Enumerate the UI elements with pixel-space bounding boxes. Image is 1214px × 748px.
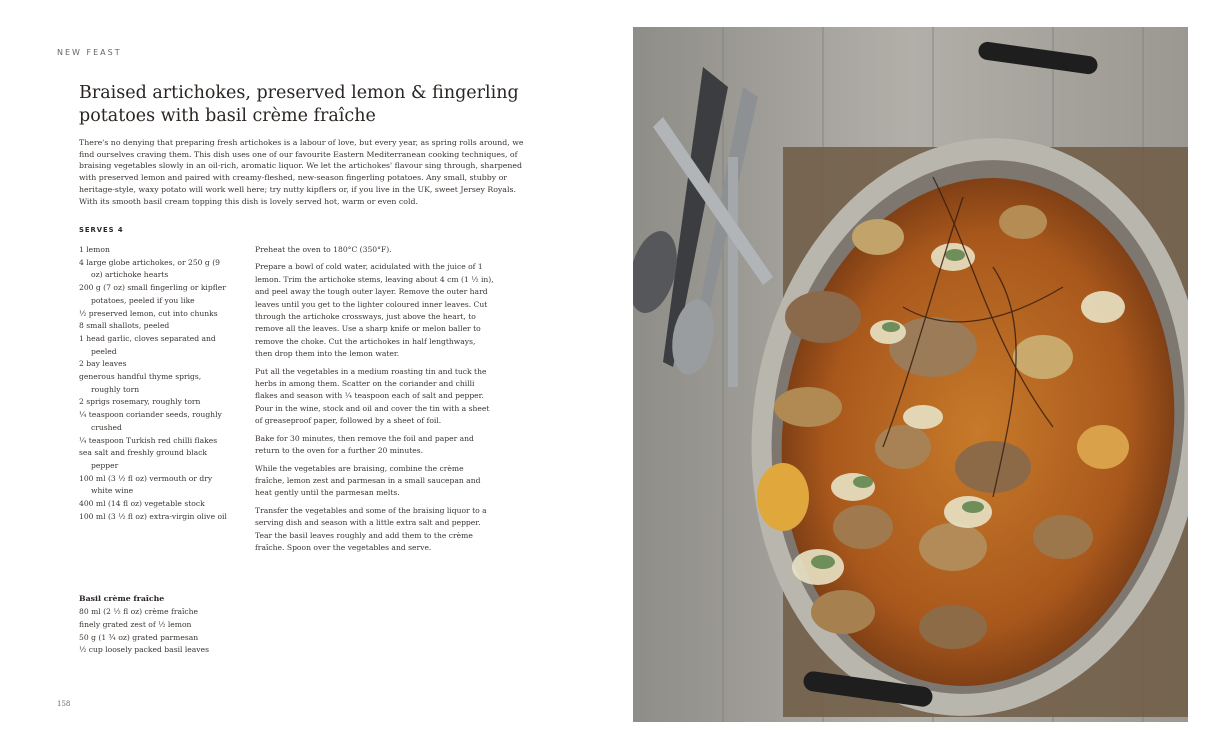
ingredient-item: ¼ teaspoon coriander seeds, roughly crushed: [79, 410, 222, 432]
method-step: While the vegetables are braising, combine the crème fraîche, lemon zest and parmesan in a small saucepan and heat gently until the parmesan melts.: [255, 463, 481, 498]
ingredient-item: 400 ml (14 fl oz) vegetable stock: [79, 499, 205, 509]
ingredient-item: 100 ml (3 ½ fl oz) vermouth or dry white wine: [79, 473, 213, 496]
recipe-title: Braised artichokes, preserved lemon & fingerling potatoes with basil crème fraîche: [79, 83, 519, 126]
ingredient-item: 4 large globe artichokes, or 250 g (9 oz) artichoke hearts: [79, 257, 220, 280]
method-column: [255, 244, 495, 559]
ingredient-item: sea salt and freshly ground black pepper: [79, 448, 207, 470]
ingredient-item: 100 ml (3 ½ fl oz) extra-virgin olive oil: [79, 511, 227, 521]
method-step: Transfer the vegetables and some of the braising liquor to a serving dish and season with a little extra salt and pepper. Tear the basil leaves roughly and add them to the crème fraîche. Spoon over the vegetables and serve.: [255, 505, 487, 552]
sub-recipe-heading: Basil crème fraîche: [79, 594, 165, 603]
dish-illustration: [633, 27, 1188, 722]
ingredient-item: ¼ teaspoon Turkish red chilli flakes: [79, 435, 218, 445]
ingredient-item: finely grated zest of ½ lemon: [79, 619, 192, 629]
ingredient-list: [79, 244, 229, 523]
method-step: Put all the vegetables in a medium roasting tin and tuck the herbs in among them. Scatter on the coriander and chilli flakes and season with ¼ teaspoon each of salt and pepper. Pour in the wine, stock and oil and cover the tin with a sheet of greaseproof paper, followed by a sheet of foil.: [255, 366, 490, 426]
ingredient-item: 200 g (7 oz) small fingerling or kipfler potatoes, peeled if you like: [79, 283, 226, 305]
ingredient-item: ½ cup loosely packed basil leaves: [79, 645, 209, 655]
left-page: [0, 0, 600, 748]
recipe-intro: There's no denying that preparing fresh artichokes is a labour of love, but every year, as spring rolls around, we find ourselves craving them. This dish uses one of our favourite Eastern Mediterranean cooking techniques, of braising vegetables slowly in an oil-rich, aromatic liquor. We let the artichokes' flavour sing through, sharpened with preserved lemon and paired with creamy-fleshed, new-season fingerling potatoes. Any small, stubby or heritage-style, waxy potato will work well here; try nutty kipflers or, if you live in the UK, sweet Jersey Royals. With its smooth basil cream topping this dish is lovely served hot, warm or even cold.: [79, 138, 524, 206]
method-step: Bake for 30 minutes, then remove the foil and paper and return to the oven for a further 20 minutes.: [255, 433, 474, 456]
ingredient-item: 50 g (1 ¾ oz) grated parmesan: [79, 632, 199, 642]
ingredient-item: 2 sprigs rosemary, roughly torn: [79, 397, 201, 407]
running-head: NEW FEAST: [57, 48, 122, 57]
ingredient-item: 1 lemon: [79, 245, 110, 254]
ingredient-item: ½ preserved lemon, cut into chunks: [79, 308, 218, 318]
dish-photo: [633, 27, 1188, 722]
ingredient-item: generous handful thyme sprigs, roughly torn: [79, 372, 202, 394]
ingredient-item: 2 bay leaves: [79, 359, 127, 369]
method-step: Prepare a bowl of cold water, acidulated with the juice of 1 lemon. Trim the artichoke stems, leaving about 4 cm (1 ½ in), and peel away the tough outer layer. Remove the outer hard leaves until you get to the lighter coloured inner leaves. Cut through the artichoke crossways, just above the heart, to remove all the leaves. Use a sharp knife or melon baller to remove the choke. Cut the artichokes in half lengthways, then drop them into the lemon water.: [255, 262, 494, 359]
ingredient-item: 80 ml (2 ½ fl oz) crème fraîche: [79, 607, 199, 616]
sub-ingredient-list: [79, 606, 239, 657]
ingredient-item: 8 small shallots, peeled: [79, 321, 170, 331]
serves-label: SERVES 4: [79, 226, 124, 234]
method-step: Preheat the oven to 180°C (350°F).: [255, 245, 392, 254]
ingredient-item: 1 head garlic, cloves separated and peeled: [79, 333, 216, 356]
page-number: 158: [57, 700, 71, 708]
